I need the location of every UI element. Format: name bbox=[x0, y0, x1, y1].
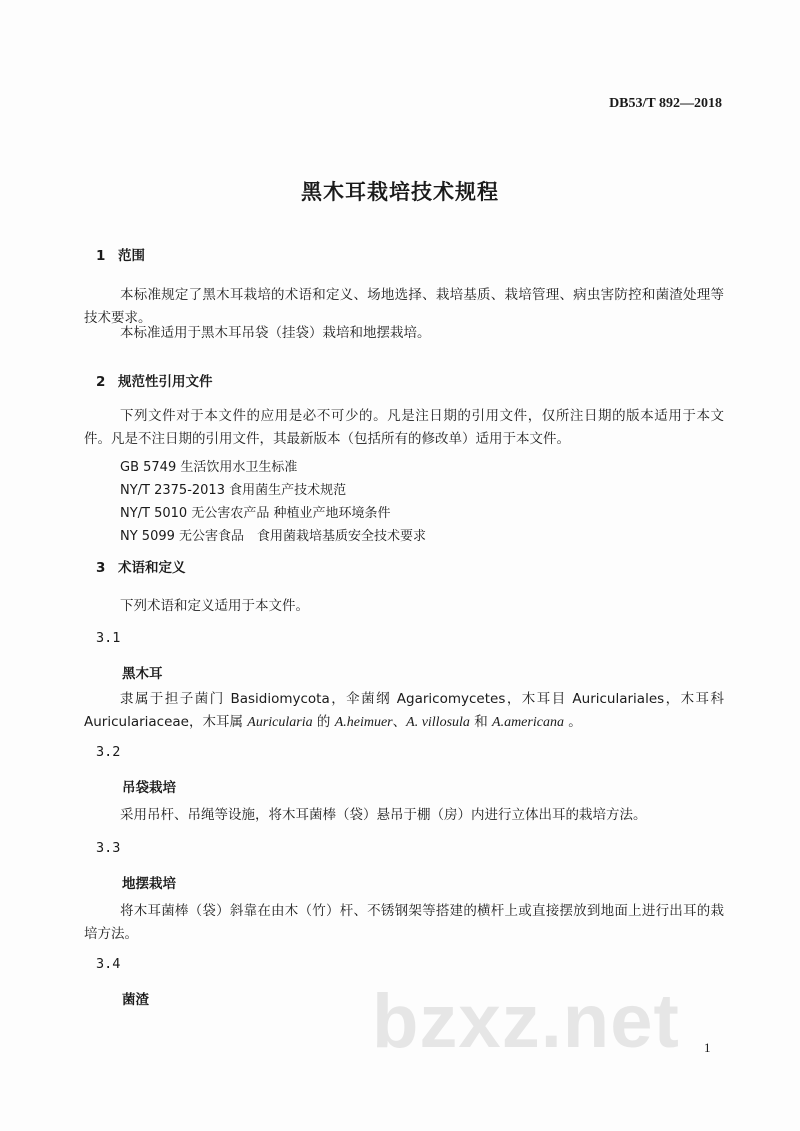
section-1-heading bbox=[96, 244, 145, 264]
section-number: 3 bbox=[96, 560, 106, 576]
reference-item: NY/T 5010 无公害农产品 种植业产地环境条件 bbox=[120, 506, 391, 521]
paragraph: 本标准适用于黑木耳吊袋（挂袋）栽培和地摆栽培。 bbox=[120, 325, 431, 341]
reference-item: GB 5749 生活饮用水卫生标准 bbox=[120, 460, 298, 475]
section-title: 术语和定义 bbox=[118, 560, 186, 576]
paragraph: 下列术语和定义适用于本文件。 bbox=[120, 598, 309, 614]
term-definition: 将木耳菌棒（袋）斜靠在由木（竹）杆、不锈钢架等搭建的横杆上或直接摆放到地面上进行出耳的栽培方法。 bbox=[84, 903, 724, 942]
definition-text: 和 bbox=[469, 714, 493, 730]
term-name: 菌渣 bbox=[122, 992, 149, 1008]
term-number: 3.2 bbox=[96, 744, 121, 760]
section-number: 1 bbox=[96, 248, 106, 264]
definition-text: 的 bbox=[312, 714, 335, 730]
term-name: 吊袋栽培 bbox=[122, 780, 176, 796]
term-definition bbox=[84, 688, 724, 734]
species-name: A.americana bbox=[492, 715, 564, 730]
page-number: 1 bbox=[704, 1040, 711, 1055]
paragraph: 下列文件对于本文件的应用是必不可少的。凡是注日期的引用文件，仅所注日期的版本适用于本文件。凡是不注日期的引用文件，其最新版本（包括所有的修改单）适用于本文件。 bbox=[84, 408, 724, 447]
paragraph: 本标准规定了黑木耳栽培的术语和定义、场地选择、栽培基质、栽培管理、病虫害防控和菌渣处理等技术要求。 bbox=[84, 287, 724, 326]
definition-text: 。 bbox=[563, 714, 582, 730]
definition-text: 隶属于担子菌门 Basidiomycota，伞菌纲 Agaricomycetes，木耳目 Auriculariales，木耳科 Auriculariaceae，木耳属 bbox=[84, 691, 724, 730]
section-title: 范围 bbox=[118, 248, 145, 264]
term-name: 黑木耳 bbox=[122, 666, 163, 682]
watermark: bzxz.net bbox=[372, 979, 680, 1064]
term-name: 地摆栽培 bbox=[122, 876, 176, 892]
term-definition: 采用吊杆、吊绳等设施，将木耳菌棒（袋）悬吊于棚（房）内进行立体出耳的栽培方法。 bbox=[120, 807, 647, 823]
section-title: 规范性引用文件 bbox=[118, 374, 213, 390]
section-3-heading bbox=[96, 556, 186, 576]
term-number: 3.4 bbox=[96, 956, 121, 972]
species-name: A. villosula bbox=[406, 715, 470, 730]
document-title: 黑木耳栽培技术规程 bbox=[301, 180, 499, 204]
species-name: A.heimuer bbox=[334, 715, 393, 730]
genus-name: Auricularia bbox=[247, 715, 313, 730]
document-number: DB53/T 892—2018 bbox=[609, 96, 722, 111]
separator: 、 bbox=[392, 714, 407, 730]
reference-item: NY/T 2375-2013 食用菌生产技术规范 bbox=[120, 483, 347, 498]
section-2-heading bbox=[96, 370, 213, 390]
term-number: 3.3 bbox=[96, 840, 121, 856]
term-number: 3.1 bbox=[96, 630, 121, 646]
reference-item: NY 5099 无公害食品 食用菌栽培基质安全技术要求 bbox=[120, 529, 427, 544]
section-number: 2 bbox=[96, 374, 106, 390]
